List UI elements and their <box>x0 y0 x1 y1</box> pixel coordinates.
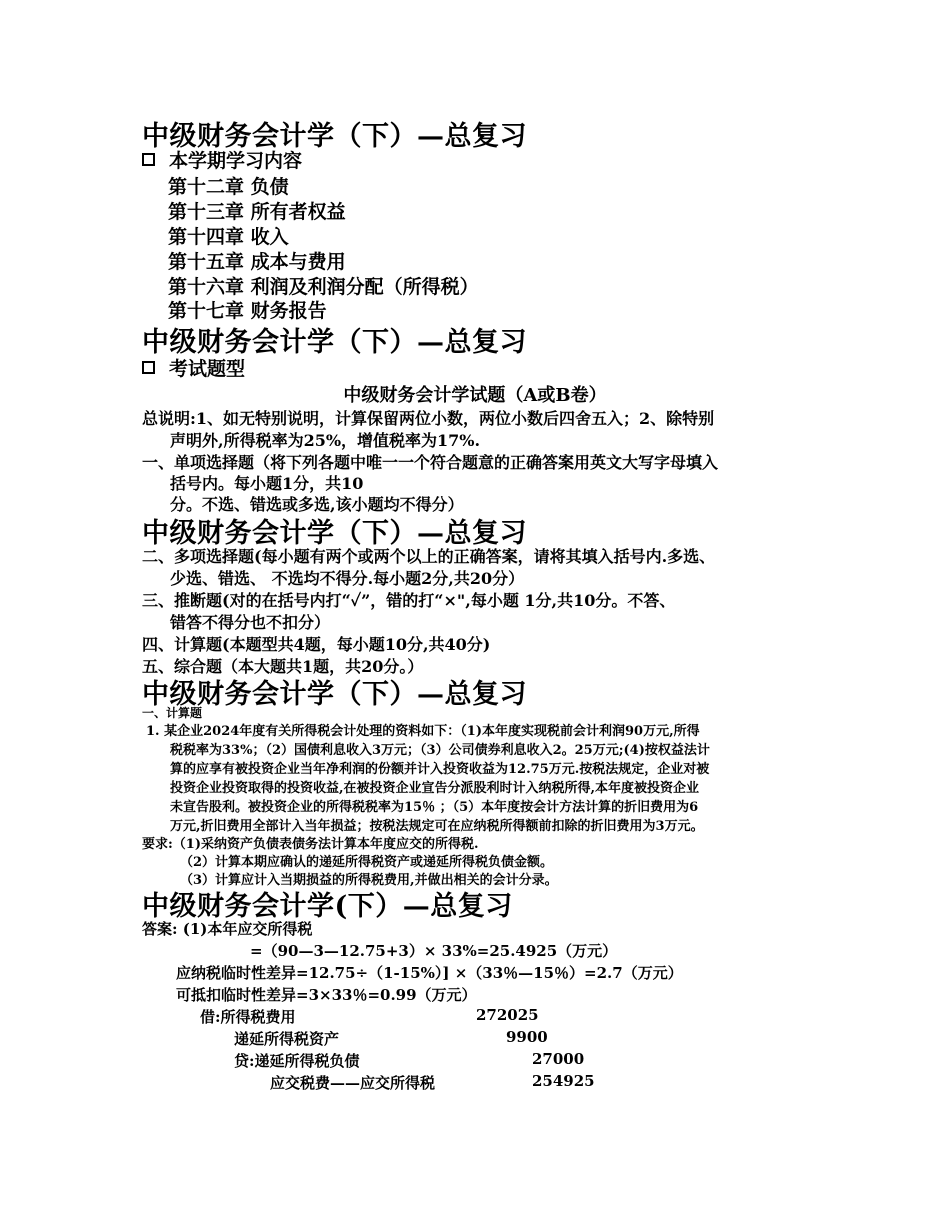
calc-problem-line: 万元,折旧费用全部计入当年损益；按税法规定可在应纳税所得额前扣除的折旧费用为3万元。 <box>170 819 704 834</box>
section-heading <box>142 354 245 381</box>
chapter-item: 第十四章 收入 <box>168 226 289 248</box>
section-heading <box>142 146 302 173</box>
journal-entry-label: 应交税费——应交所得税 <box>270 1074 436 1092</box>
exam-note-line: 声明外,所得税率为25%，增值税率为17%. <box>170 431 481 450</box>
section-title: 中级财务会计学（下）—总复习 <box>142 679 527 710</box>
calc-problem-line: 未宣告股利。被投资企业的所得税税率为15％ ；（5）本年度按会计方法计算的折旧费用为6 <box>170 800 699 815</box>
checkbox-bullet-icon <box>142 361 155 374</box>
chapter-item: 第十五章 成本与费用 <box>168 251 346 273</box>
exam-note-line: 分。不选、错选或多选,该小题均不得分） <box>170 495 464 514</box>
section-title: 中级财务会计学（下）—总复习 <box>142 327 527 358</box>
calc-heading: 一、计算题 <box>142 706 203 720</box>
question-type-line: 二、多项选择题(每小题有两个或两个以上的正确答案，请将其填入括号内.多选、 <box>142 547 716 566</box>
journal-entry-label: 贷:递延所得税负债 <box>234 1052 360 1070</box>
calc-requirement-line: 要求:（1)采纳资产负债表债务法计算本年度应交的所得税. <box>142 837 479 852</box>
calc-problem-line: 算的应享有被投资企业当年净利润的份额并计入投资收益为12.75万元.按税法规定，企业对被 <box>170 762 710 777</box>
answer-line: 可抵扣临时性差异=3×33％=0.99（万元） <box>176 986 477 1004</box>
exam-note-line: 括号内。每小题1分，共10 <box>170 474 364 493</box>
chapter-item: 第十二章 负债 <box>168 176 289 198</box>
journal-entry-label: 借:所得税费用 <box>200 1008 296 1026</box>
calc-problem-line: 投资企业投资取得的投资收益,在被投资企业宣告分派股利时计入纳税所得,本年度被投资企业 <box>170 781 700 796</box>
checkbox-bullet-icon <box>142 153 155 166</box>
section-title: 中级财务会计学(下）—总复习 <box>142 891 513 922</box>
section-title: 中级财务会计学（下）—总复习 <box>142 121 527 152</box>
calc-problem-line: 1. 某企业2024年度有关所得税会计处理的资料如下：（1)本年度实现税前会计利润90万元,所得 <box>146 724 700 739</box>
chapter-item: 第十七章 财务报告 <box>168 300 327 322</box>
exam-note-line: 总说明:1、如无特别说明，计算保留两位小数，两位小数后四舍五入；2、除特别 <box>142 409 715 428</box>
journal-entry-amount: 272025 <box>476 1006 539 1024</box>
calc-requirement-line: （3）计算应计入当期损益的所得税费用,并做出相关的会计分录。 <box>180 873 558 888</box>
journal-entry-amount: 27000 <box>532 1050 585 1068</box>
question-type-line: 错答不得分也不扣分） <box>170 613 331 632</box>
journal-entry-label: 递延所得税资产 <box>234 1030 340 1048</box>
journal-entry-amount: 9900 <box>506 1028 548 1046</box>
answer-line: =（90—3—12.75+3）× 33%=25.4925（万元） <box>250 942 618 960</box>
journal-entry-amount: 254925 <box>532 1072 595 1090</box>
exam-note-line: 一、单项选择题（将下列各题中唯一一个符合题意的正确答案用英文大写字母填入 <box>142 453 719 472</box>
question-type-line: 四、计算题(本题型共4题，每小题10分,共40分) <box>142 635 491 654</box>
section-heading-label: 考试题型 <box>169 358 246 380</box>
chapter-item: 第十三章 所有者权益 <box>168 201 346 223</box>
question-type-line: 少选、错选、 不选均不得分.每小题2分,共20分） <box>170 569 525 588</box>
question-type-line: 五、综合题（本大题共1题，共20分。） <box>142 657 424 676</box>
calc-problem-line: 税税率为33%；（2）国债利息收入3万元；（3）公司债券利息收入2。25万元;(4)按权益法计 <box>170 743 710 758</box>
section-heading-label: 本学期学习内容 <box>169 150 303 172</box>
calc-requirement-line: （2）计算本期应确认的递延所得税资产或递延所得税负债金额。 <box>180 855 554 870</box>
answer-line: 答案: (1)本年应交所得税 <box>142 920 313 938</box>
chapter-item: 第十六章 利润及利润分配（所得税） <box>168 276 479 298</box>
question-type-line: 三、推断题(对的在括号内打“✓”，错的打“×",每小题 1分,共10分。不答、 <box>142 591 676 610</box>
exam-paper-title: 中级财务会计学试题（A或B卷） <box>343 385 607 406</box>
section-title: 中级财务会计学（下）—总复习 <box>142 518 527 549</box>
answer-line: 应纳税临时性差异=12.75÷（1-15%）] ×（33％—15％）=2.7（万元） <box>176 964 683 982</box>
